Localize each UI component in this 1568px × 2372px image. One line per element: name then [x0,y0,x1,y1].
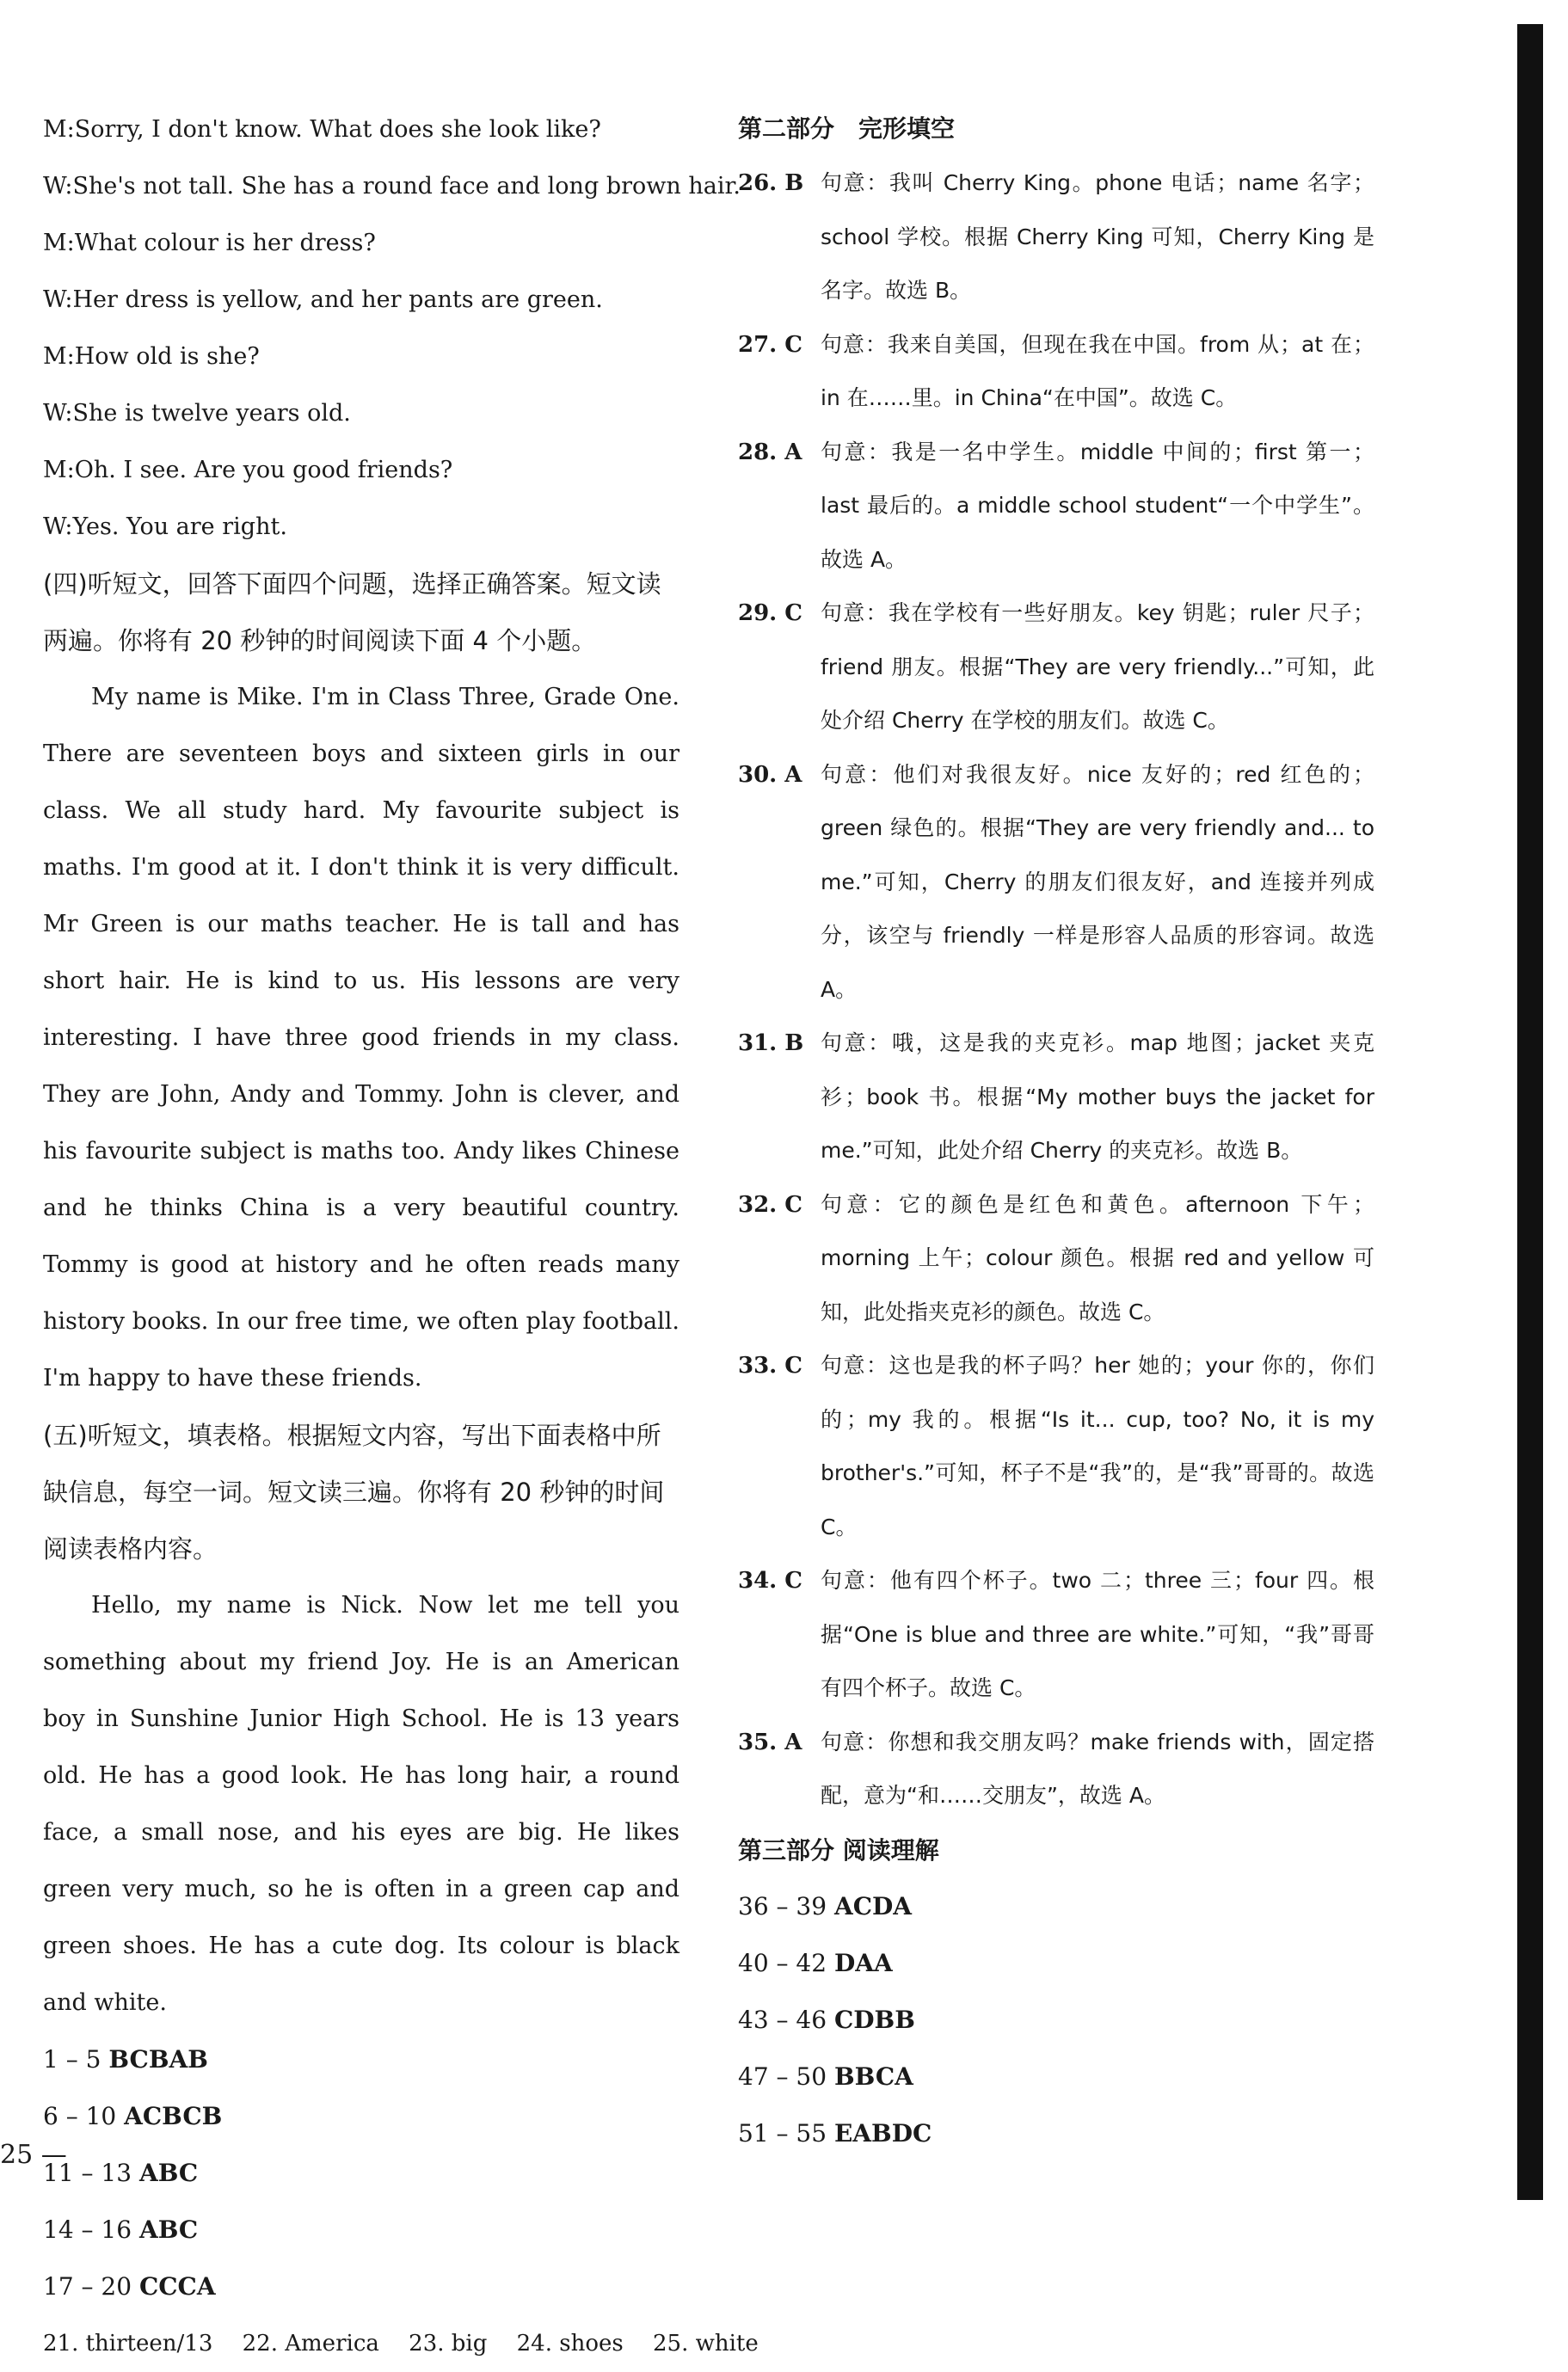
answer-row: 51 – 55 EABDC [738,2118,932,2148]
page-number: 25 — [0,2140,67,2170]
fill-answer: 22. America [242,2331,379,2357]
answer-row: 43 – 46 CDBB [738,2005,915,2034]
left-column [43,101,759,2372]
dialogue-line: M:Sorry, I don't know. What does she look like? [43,116,601,143]
fill-answer-row [43,2315,759,2372]
fill-answer: 25. white [653,2331,759,2357]
explanation-item: 35. A 句意：你想和我交朋友吗？make friends with，固定搭配，意为“和……交朋友”，故选 A。 [738,1729,1374,1808]
explanation-item: 32. C 句意：它的颜色是红色和黄色。afternoon 下午；morning 上午；colour 颜色。根据 red and yellow 可知，此处指夹克衫的颜色。故选 C。 [738,1191,1374,1324]
explanation-item: 33. C 句意：这也是我的杯子吗？her 她的；your 你的，你们的；my 我的。根据“Is it... cup, too? No, it is my brother's.”可知，杯子不是“我”的，是“我”哥哥的。故选 C。 [738,1353,1374,1539]
instruction-part5: (五)听短文，填表格。根据短文内容，写出下面表格中所缺信息，每空一词。短文读三遍。你将有 20 秒钟的时间阅读表格内容。 [43,1421,665,1564]
instruction-part4: (四)听短文，回答下面四个问题，选择正确答案。短文读两遍。你将有 20 秒钟的时间阅读下面 4 个小题。 [43,569,661,655]
section3-title: 第三部分 阅读理解 [738,1835,939,1865]
answer-row: 6 – 10 ACBCB [43,2102,223,2130]
dialogue-line: M:How old is she? [43,343,260,370]
explanation-item: 29. C 句意：我在学校有一些好朋友。key 钥匙；ruler 尺子；friend 朋友。根据“They are very friendly...”可知，此处介绍 Cherry 在学校的朋友们。故选 C。 [738,600,1374,733]
dialogue-line: M:Oh. I see. Are you good friends? [43,457,453,483]
answer-row: 47 – 50 BBCA [738,2062,913,2091]
binding-edge [1517,24,1543,2200]
dialogue-line: W:She is twelve years old. [43,400,351,427]
answer-row: 1 – 5 BCBAB [43,2045,208,2074]
listening-passage-nick: Hello, my name is Nick. Now let me tell you something about my friend Joy. He is an American boy in Sunshine Junior High School. He is 13 years old. He has a good look. He has long hair, a round face, a small nose, and his eyes are big. He likes green very much, so he is often in a green cap and green shoes. He has a cute dog. Its colour is black and white. [43,1592,679,2016]
fill-answer: 24. shoes [516,2331,624,2357]
dialogue-line: W:Her dress is yellow, and her pants are green. [43,286,603,313]
listening-passage-mike: My name is Mike. I'm in Class Three, Grade One. There are seventeen boys and sixteen girls in our class. We all study hard. My favourite subject is maths. I'm good at it. I don't think it is very difficult. Mr Green is our maths teacher. He is tall and has short hair. He is kind to us. His lessons are very interesting. I have three good friends in my class. They are John, Andy and Tommy. John is clever, and his favourite subject is maths too. Andy likes Chinese and he thinks China is a very beautiful country. Tommy is good at history and he often reads many history books. In our free time, we often play football. I'm happy to have these friends. [43,684,679,1392]
explanation-item: 26. B 句意：我叫 Cherry King。phone 电话；name 名字；school 学校。根据 Cherry King 可知，Cherry King 是名字。故选 B。 [738,170,1374,303]
right-column [738,101,1374,2162]
explanation-item: 30. A 句意：他们对我很友好。nice 友好的；red 红色的；green 绿色的。根据“They are very friendly and... to me.”可知，Cherry 的朋友们很友好，and 连接并列成分，该空与 friendly 一样是形容人品质的形容词。故选 A。 [738,761,1374,1002]
answer-row: 11 – 13 ABC [43,2159,199,2187]
explanation-item: 28. A 句意：我是一名中学生。middle 中间的；first 第一；last 最后的。a middle school student“一个中学生”。故选 A。 [738,439,1374,572]
answer-row: 36 – 39 ACDA [738,1891,912,1920]
dialogue-line: W:She's not tall. She has a round face and long brown hair. [43,173,741,200]
answer-row: 40 – 42 DAA [738,1948,893,1977]
dialogue-line: M:What colour is her dress? [43,230,376,256]
fill-answer: 23. big [409,2331,488,2357]
fill-answer: 21. thirteen/13 [43,2331,213,2357]
dialogue-line: W:Yes. You are right. [43,513,287,540]
explanation-item: 31. B 句意：哦，这是我的夹克衫。map 地图；jacket 夹克衫；book 书。根据“My mother buys the jacket for me.”可知，此处介绍 Cherry 的夹克衫。故选 B。 [738,1030,1374,1163]
explanation-item: 34. C 句意：他有四个杯子。two 二；three 三；four 四。根据“One is blue and three are white.”可知，“我”哥哥有四个杯子。故选 C。 [738,1568,1374,1700]
answer-row: 14 – 16 ABC [43,2215,199,2244]
section2-title: 第二部分 完形填空 [738,114,956,143]
answer-row: 17 – 20 CCCA [43,2272,216,2301]
explanation-item: 27. C 句意：我来自美国，但现在我在中国。from 从；at 在；in 在……里。in China“在中国”。故选 C。 [738,331,1374,410]
